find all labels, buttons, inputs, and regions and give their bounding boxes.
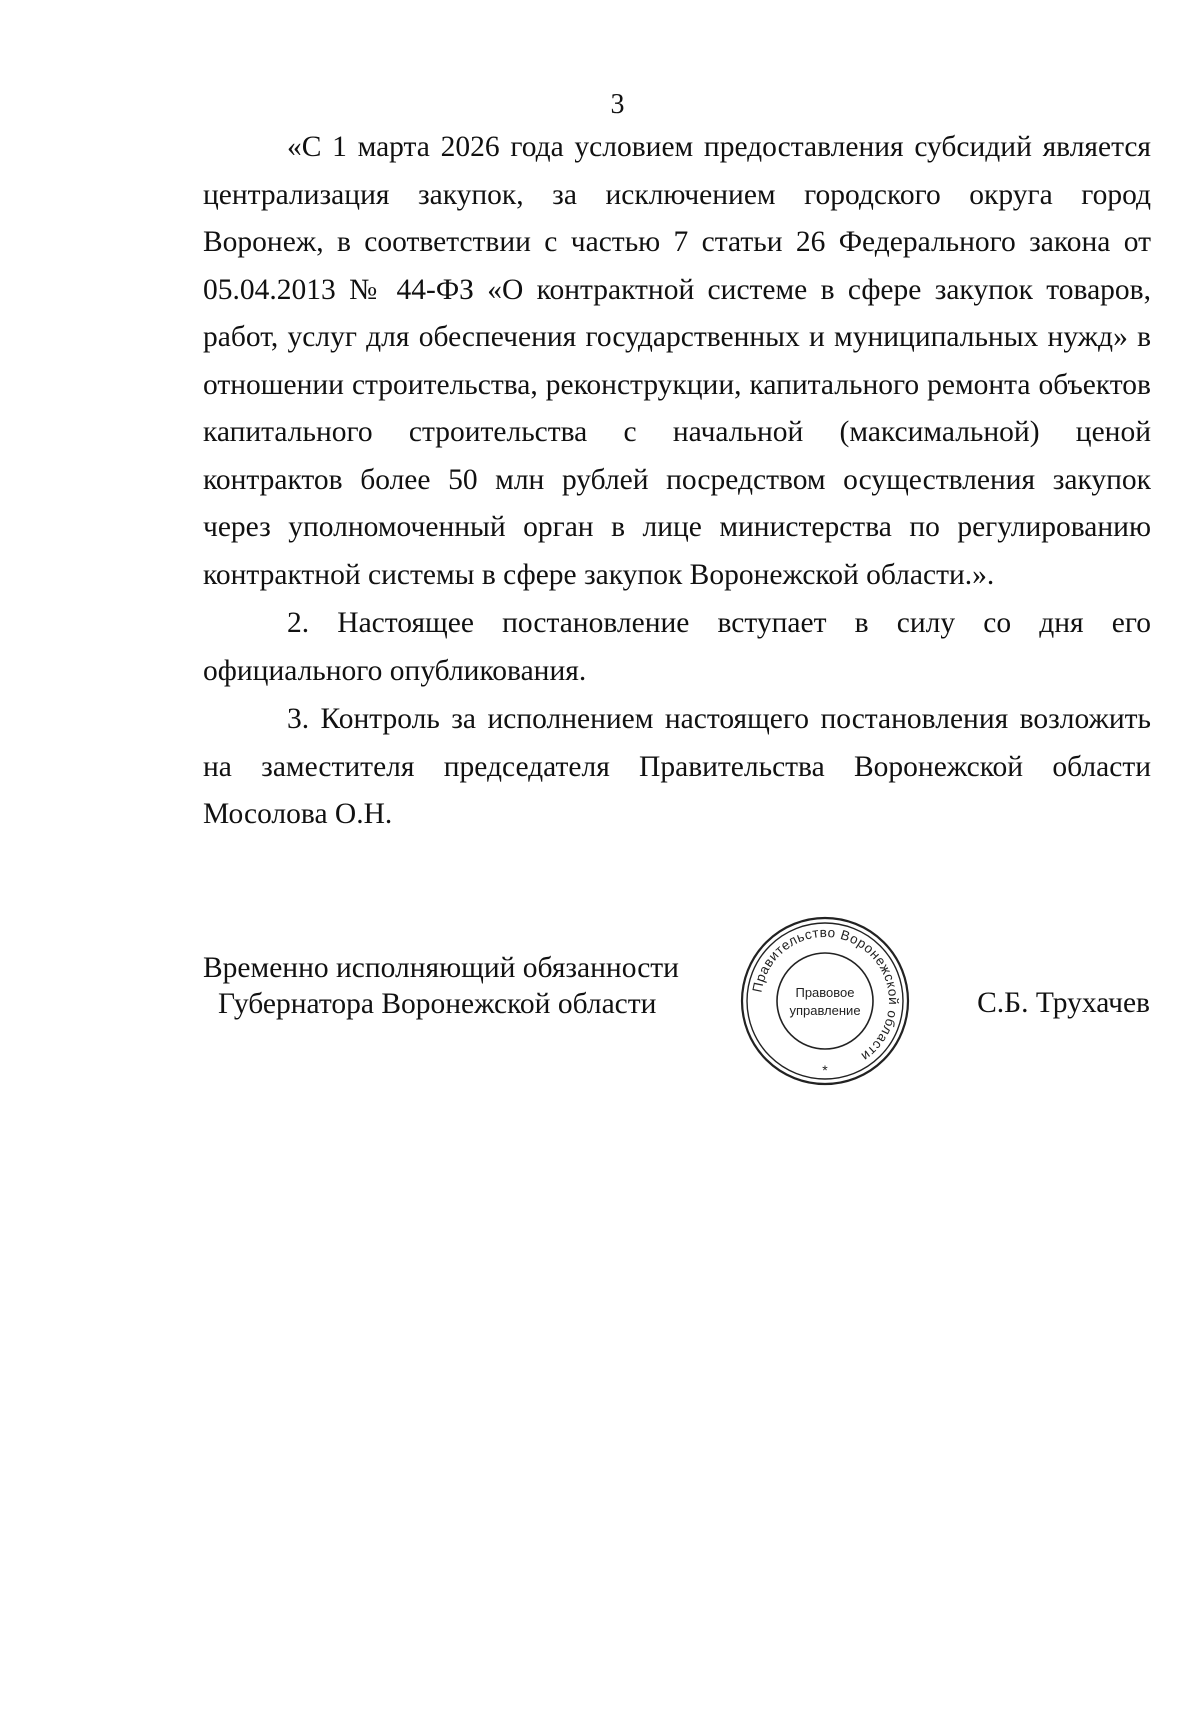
page-number: 3 <box>610 89 625 120</box>
svg-text:Правительство Воронежской обла: Правительство Воронежской области <box>749 924 902 1065</box>
svg-text:управление: управление <box>789 1003 861 1018</box>
signatory-name: С.Б. Трухачев <box>977 987 1150 1019</box>
svg-text:Правовое: Правовое <box>795 985 855 1000</box>
signatory-position-line2: Губернатора Воронежской области <box>218 988 657 1020</box>
official-seal-stamp <box>739 915 911 1087</box>
paragraph-control: 3. Контроль за исполнением настоящего постановления возложить на заместителя председателя Правительства Воронежской области Мосолова О.Н. <box>203 703 1151 830</box>
paragraph-subsidy-condition: «С 1 марта 2026 года условием предоставления субсидий является централизация закупок, за исключением городского округа город Воронеж, в соответствии с частью 7 статьи 26 Федерального закона от 05.04.2013 № 44-ФЗ «О контрактной системе в сфере закупок товаров, работ, услуг для обеспечения государственных и муниципальных нужд» в отношении строительства, реконструкции, капитального ремонта объектов капитального строительства с начальной (максимальной) ценой контрактов более 50 млн рублей посредством осуществления закупок через уполномоченный орган в лице министерства по регулированию контрактной системы в сфере закупок Воронежской области.». <box>203 131 1151 591</box>
signatory-position <box>203 950 723 1022</box>
signatory-position-line1: Временно исполняющий обязанности <box>203 952 679 984</box>
document-body <box>203 124 1151 839</box>
paragraph-entry-into-force: 2. Настоящее постановление вступает в силу со дня его официального опубликования. <box>203 607 1151 687</box>
svg-text:*: * <box>822 1062 828 1078</box>
